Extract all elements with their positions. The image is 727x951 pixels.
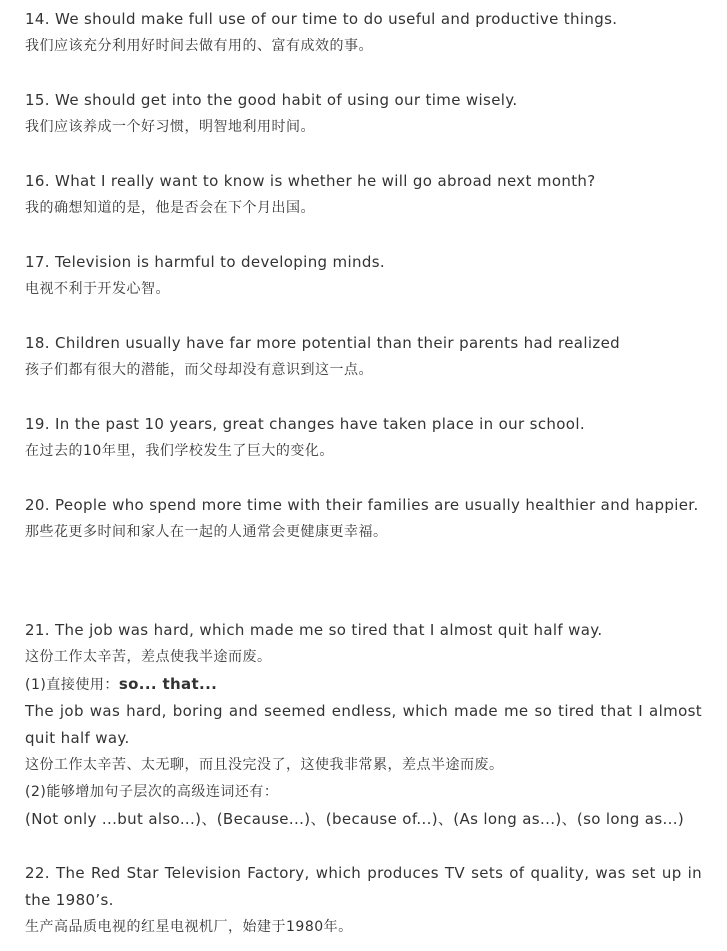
- sentence-15-chinese: 我们应该养成一个好习惯，明智地利用时间。: [25, 119, 315, 135]
- sentence-15-english: 15. We should get into the good habit of using our time wisely.: [25, 91, 518, 109]
- example-sentence-line-2: quit half way.: [25, 729, 130, 747]
- usage-note-1-value: so... that...: [118, 675, 218, 693]
- sentence-17-english: 17. Television is harmful to developing minds.: [25, 253, 386, 271]
- sentence-22-english-line-1: 22. The Red Star Television Factory, which produces TV sets of quality, was set up in: [25, 864, 702, 882]
- example-sentence-line-1: The job was hard, boring and seemed endless, which made me so tired that I almost: [25, 702, 702, 720]
- sentence-16-english: 16. What I really want to know is whether he will go abroad next month?: [25, 172, 596, 190]
- sentence-18-chinese: 孩子们都有很大的潜能，而父母却没有意识到这一点。: [25, 362, 373, 378]
- sentence-22-english-line-2: the 1980’s.: [25, 891, 114, 909]
- sentence-16-chinese: 我的确想知道的是，他是否会在下个月出国。: [25, 200, 315, 216]
- sentence-17-chinese: 电视不利于开发心智。: [25, 281, 170, 297]
- sentence-21-chinese: 这份工作太辛苦，差点使我半途而废。: [25, 649, 272, 665]
- example-sentence-chinese: 这份工作太辛苦、太无聊，而且没完没了，这使我非常累，差点半途而废。: [25, 757, 504, 773]
- sentence-20-chinese: 那些花更多时间和家人在一起的人通常会更健康更幸福。: [25, 524, 388, 540]
- conjunction-list: (Not only ...but also...)、(Because...)、(because of...)、(As long as...)、(so long as...): [25, 810, 685, 828]
- sentence-20-english: 20. People who spend more time with their families are usually healthier and happier.: [25, 496, 699, 514]
- sentence-14-chinese: 我们应该充分利用好时间去做有用的、富有成效的事。: [25, 38, 373, 54]
- sentence-14-english: 14. We should make full use of our time to do useful and productive things.: [25, 10, 618, 28]
- usage-note-2-label: (2)能够增加句子层次的高级连词还有：: [25, 784, 279, 800]
- sentence-21-english: 21. The job was hard, which made me so tired that I almost quit half way.: [25, 621, 603, 639]
- usage-note-1-label: (1)直接使用：: [25, 677, 119, 693]
- sentence-19-english: 19. In the past 10 years, great changes have taken place in our school.: [25, 415, 585, 433]
- sentence-22-chinese: 生产高品质电视的红星电视机厂，始建于1980年。: [25, 919, 353, 935]
- sentence-18-english: 18. Children usually have far more potential than their parents had realized: [25, 334, 621, 352]
- usage-note-1: [25, 674, 217, 695]
- sentence-19-chinese: 在过去的10年里，我们学校发生了巨大的变化。: [25, 443, 334, 459]
